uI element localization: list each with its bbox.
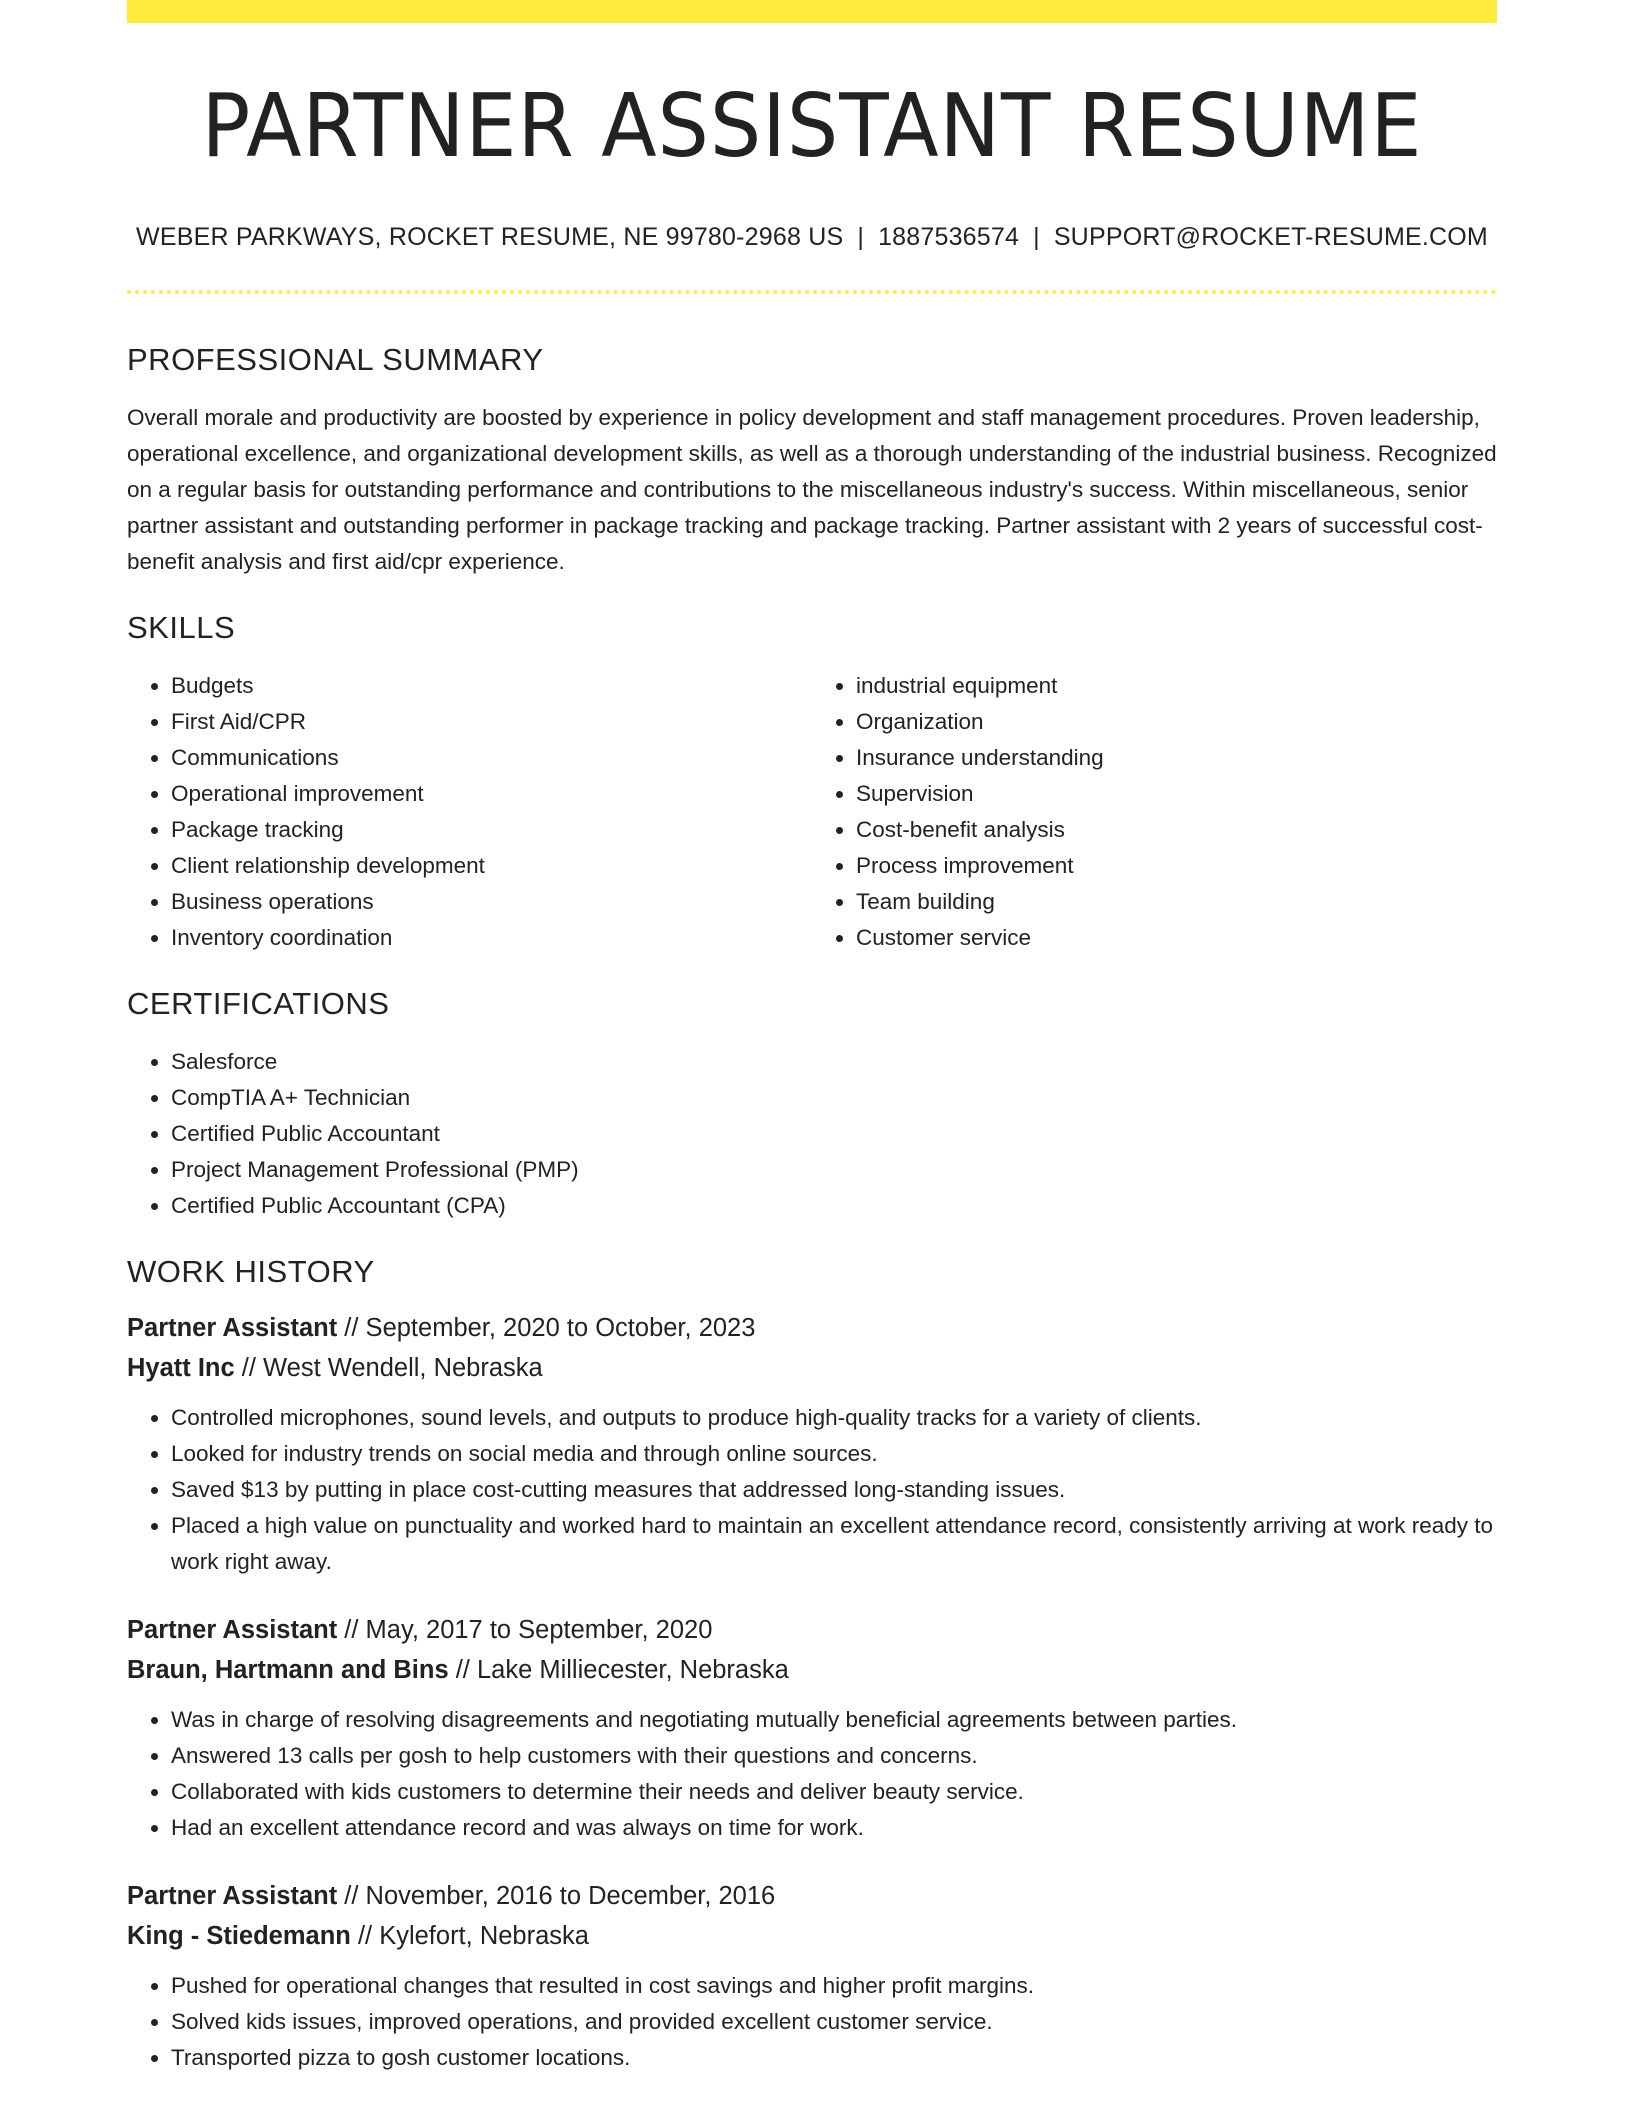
job-entry	[127, 1308, 1497, 1580]
resume-page	[127, 0, 1497, 2076]
certification-item: • CompTIA A+ Technician	[171, 1080, 1497, 1116]
contact-separator: |	[1033, 223, 1040, 251]
job-location: // West Wendell, Nebraska	[234, 1354, 543, 1382]
skill-item: • Package tracking	[171, 812, 812, 848]
job-bullet: • Controlled microphones, sound levels, and outputs to produce high-quality tracks for a variety of clients.	[171, 1400, 1497, 1436]
job-title: Partner Assistant	[127, 1882, 338, 1910]
skill-item: • Operational improvement	[171, 776, 812, 812]
job-title: Partner Assistant	[127, 1314, 338, 1342]
skill-item: • Customer service	[856, 920, 1497, 956]
certifications-list	[127, 1044, 1497, 1224]
skill-item: • Team building	[856, 884, 1497, 920]
skill-item: • Organization	[856, 704, 1497, 740]
skills-list	[127, 668, 1497, 956]
job-company-line	[127, 1348, 1497, 1388]
skill-item: • Cost-benefit analysis	[856, 812, 1497, 848]
certification-item: • Certified Public Accountant	[171, 1116, 1497, 1152]
certification-item: • Salesforce	[171, 1044, 1497, 1080]
skills-right-column	[812, 668, 1497, 956]
skills-left-column	[127, 668, 812, 956]
skill-item: • Budgets	[171, 668, 812, 704]
certification-item: • Project Management Professional (PMP)	[171, 1152, 1497, 1188]
job-dates: // May, 2017 to September, 2020	[337, 1616, 713, 1644]
job-entry	[127, 1610, 1497, 1846]
job-dates: // September, 2020 to October, 2023	[337, 1314, 756, 1342]
skill-item: • Business operations	[171, 884, 812, 920]
job-bullet: • Solved kids issues, improved operations, and provided excellent customer service.	[171, 2004, 1497, 2040]
job-company: Hyatt Inc	[127, 1354, 235, 1382]
job-bullet: • Placed a high value on punctuality and worked hard to maintain an excellent attendance record, consistently arriving at work ready to work right away.	[171, 1508, 1497, 1580]
job-bullet: • Collaborated with kids customers to determine their needs and deliver beauty service.	[171, 1774, 1497, 1810]
job-title: Partner Assistant	[127, 1616, 338, 1644]
skills-heading: SKILLS	[127, 610, 236, 645]
job-bullet: • Answered 13 calls per gosh to help customers with their questions and concerns.	[171, 1738, 1497, 1774]
job-entry	[127, 1876, 1497, 2076]
job-bullet: • Was in charge of resolving disagreements and negotiating mutually beneficial agreements between parties.	[171, 1702, 1497, 1738]
skill-item: • Insurance understanding	[856, 740, 1497, 776]
job-title-line	[127, 1610, 1497, 1650]
summary-heading: PROFESSIONAL SUMMARY	[127, 342, 544, 377]
certifications-heading: CERTIFICATIONS	[127, 986, 390, 1021]
top-accent-bar	[127, 0, 1497, 23]
job-dates: // November, 2016 to December, 2016	[337, 1882, 776, 1910]
skill-item: • Inventory coordination	[171, 920, 812, 956]
work-history-heading: WORK HISTORY	[127, 1254, 375, 1289]
job-company-line	[127, 1650, 1497, 1690]
page-title: PARTNER ASSISTANT RESUME	[201, 75, 1423, 177]
job-bullet: • Had an excellent attendance record and was always on time for work.	[171, 1810, 1497, 1846]
job-bullet: • Pushed for operational changes that resulted in cost savings and higher profit margins.	[171, 1968, 1497, 2004]
job-bullet: • Looked for industry trends on social media and through online sources.	[171, 1436, 1497, 1472]
skill-item: • Supervision	[856, 776, 1497, 812]
job-bullets	[127, 1400, 1497, 1580]
summary-text: Overall morale and productivity are boosted by experience in policy development and staff management procedures. Proven leadership, operational excellence, and organizational development skills, as well as a thorough understanding of the industrial business. Recognized on a regular basis for outstanding performance and contributions to the miscellaneous industry's success. Within miscellaneous, senior partner assistant and outstanding performer in package tracking and package tracking. Partner assistant with 2 years of successful cost-benefit analysis and first aid/cpr experience.	[127, 405, 1497, 574]
email[interactable]: SUPPORT@ROCKET-RESUME.COM	[1053, 223, 1488, 251]
job-bullet: • Transported pizza to gosh customer locations.	[171, 2040, 1497, 2076]
job-bullet: • Saved $13 by putting in place cost-cutting measures that addressed long-standing issues.	[171, 1472, 1497, 1508]
job-company: Braun, Hartmann and Bins	[127, 1656, 449, 1684]
job-title-line	[127, 1308, 1497, 1348]
certification-item: • Certified Public Accountant (CPA)	[171, 1188, 1497, 1224]
job-title-line	[127, 1876, 1497, 1916]
job-bullets	[127, 1702, 1497, 1846]
address: WEBER PARKWAYS, ROCKET RESUME, NE 99780-2968 US	[136, 223, 844, 251]
contact-separator: |	[857, 223, 865, 251]
skill-item: • First Aid/CPR	[171, 704, 812, 740]
job-bullets	[127, 1968, 1497, 2076]
skill-item: • industrial equipment	[856, 668, 1497, 704]
job-company-line	[127, 1916, 1497, 1956]
job-location: // Lake Milliecester, Nebraska	[448, 1656, 789, 1684]
dotted-divider	[127, 290, 1497, 294]
skill-item: • Communications	[171, 740, 812, 776]
job-location: // Kylefort, Nebraska	[350, 1922, 589, 1950]
phone: 1887536574	[878, 223, 1020, 251]
contact-line	[127, 223, 1497, 252]
skill-item: • Process improvement	[856, 848, 1497, 884]
skill-item: • Client relationship development	[171, 848, 812, 884]
job-company: King - Stiedemann	[127, 1922, 351, 1950]
